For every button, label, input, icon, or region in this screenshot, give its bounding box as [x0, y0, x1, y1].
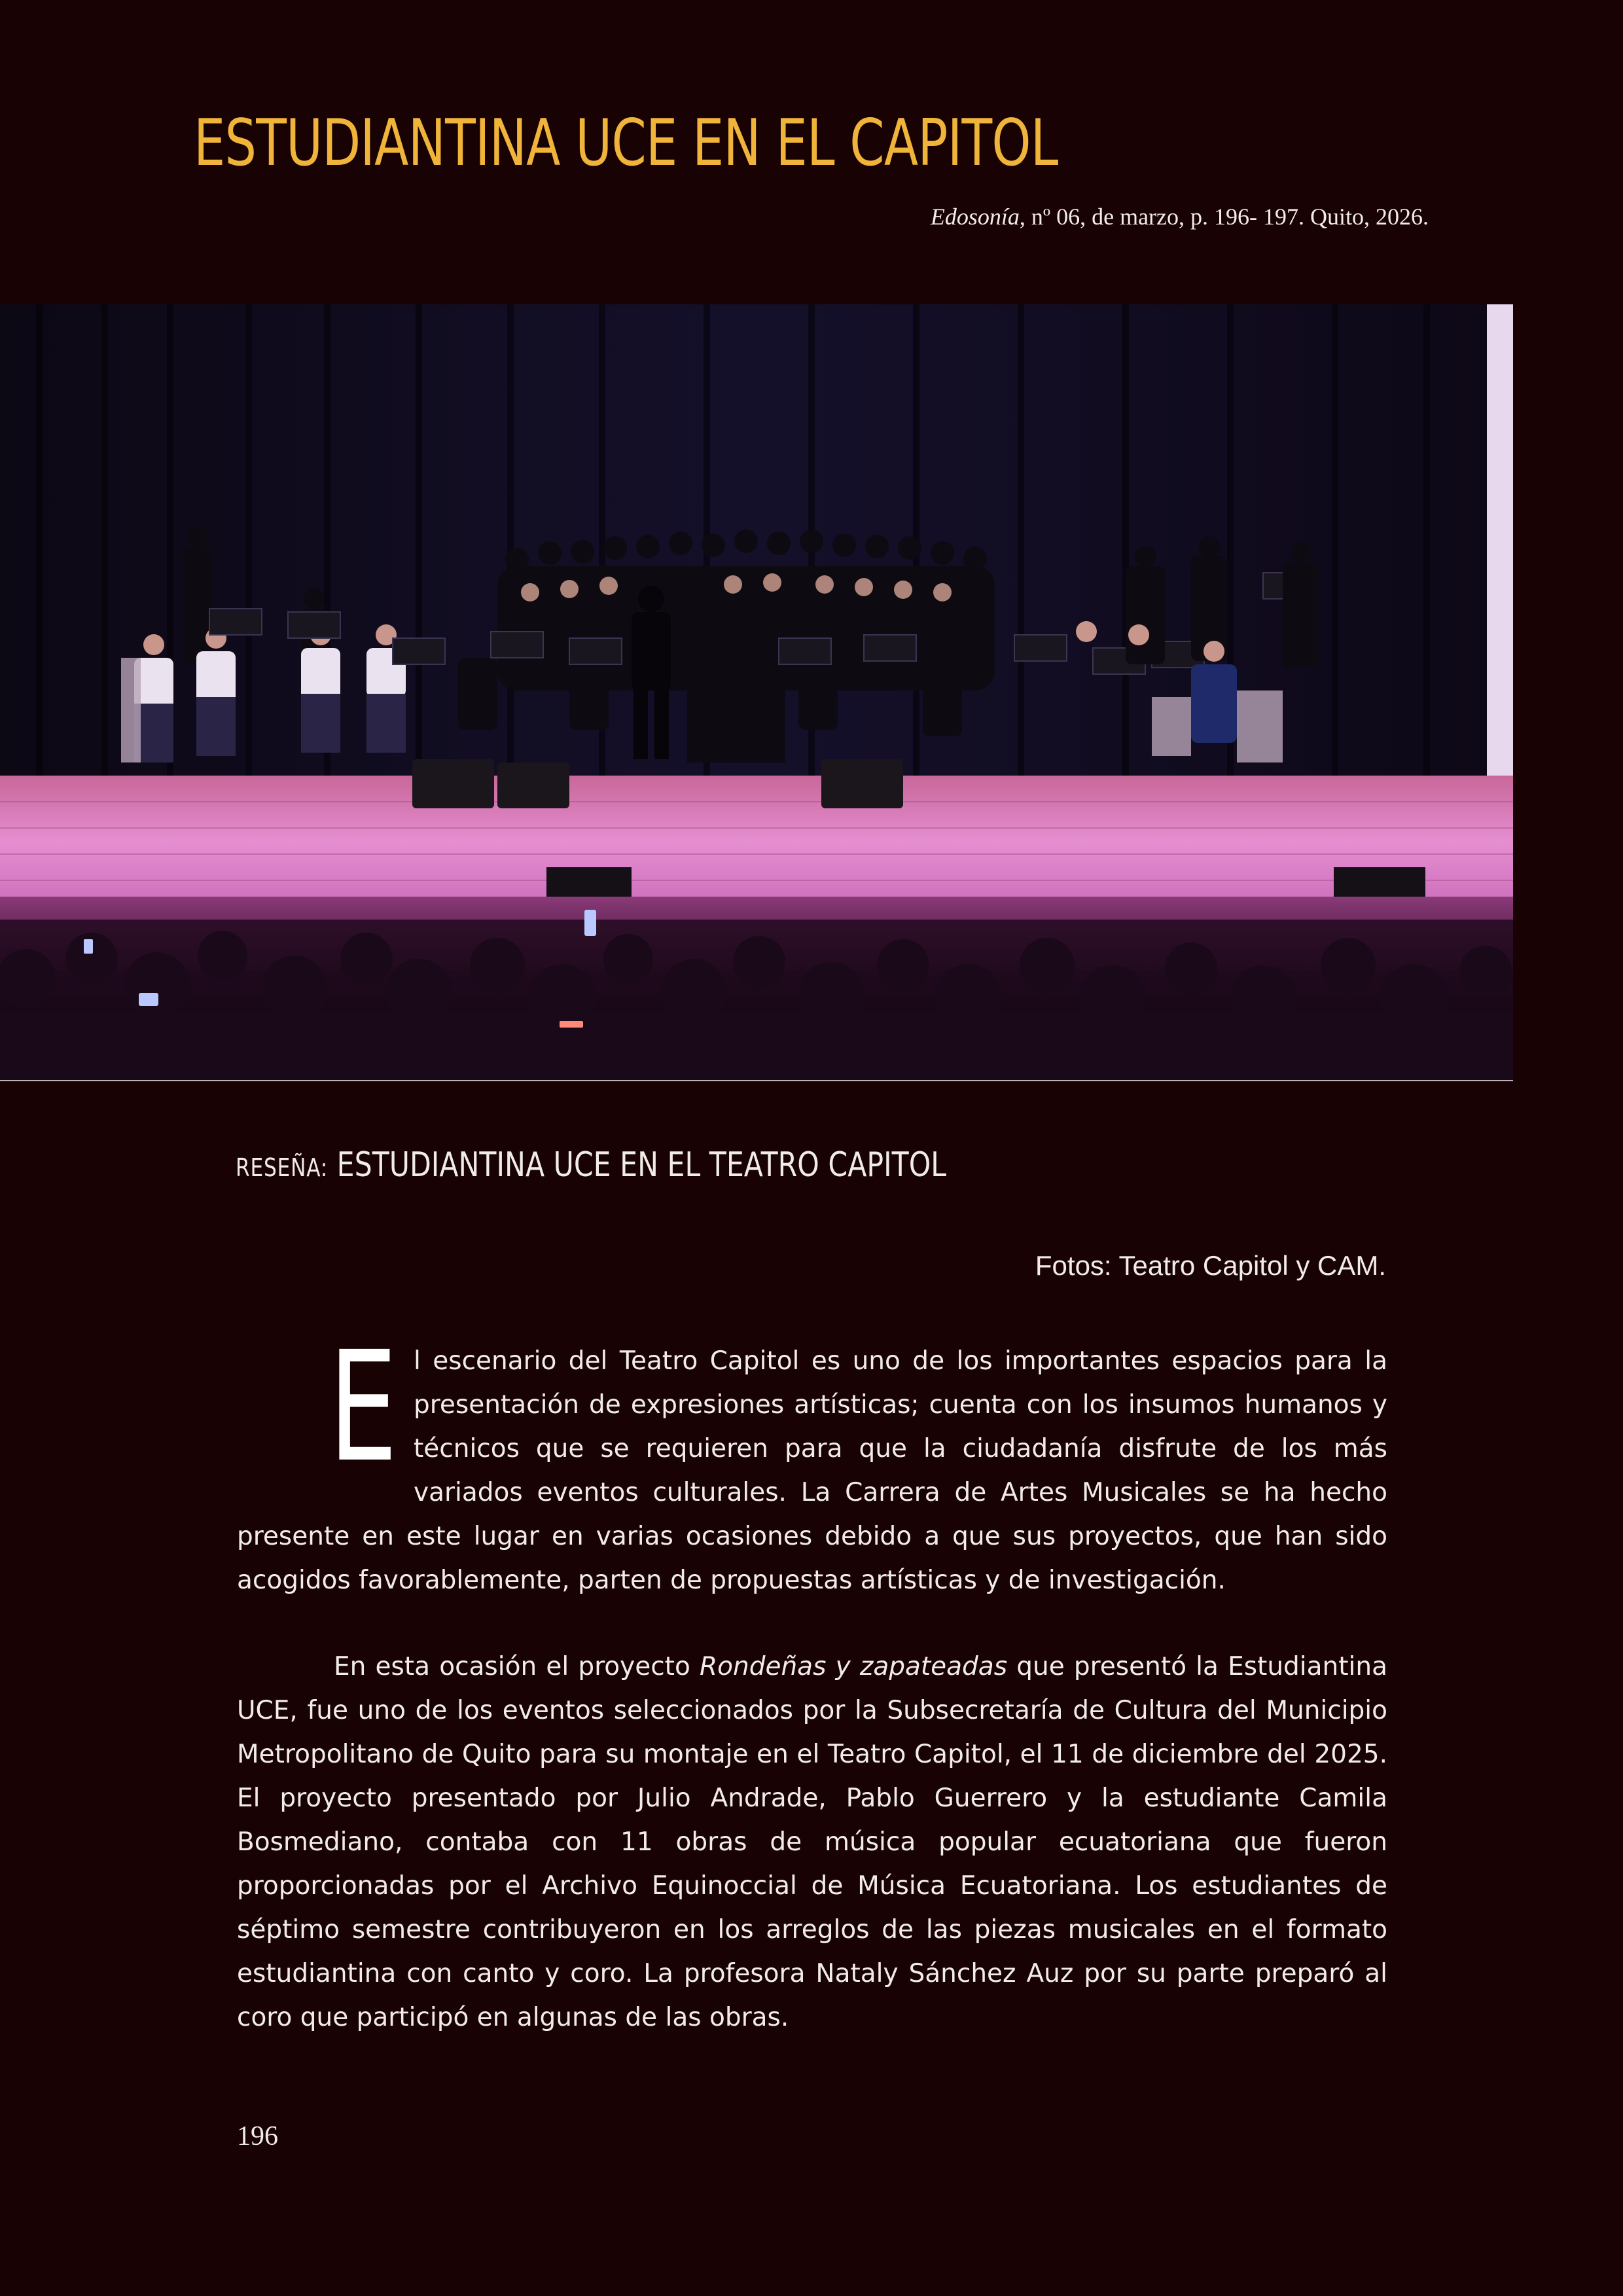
- paragraph-1-text: l escenario del Teatro Capitol es uno de los importantes espacios para la presentación de expresiones artísticas; cuenta con los insumos humanos y técnicos que se requieren para que la ciudadanía disfrute de los más variados eventos culturales. La Carrera de Artes Musicales se ha hecho presente en este lugar en varias ocasiones debido a que sus proyectos, que han sido acogidos favorablemente, parten de propuestas artísticas y de investigación.: [237, 1346, 1387, 1595]
- section-heading: [236, 1147, 946, 1184]
- section-heading-title: ESTUDIANTINA UCE EN EL TEATRO CAPITOL: [328, 1145, 947, 1185]
- paragraph-2-lead: En esta ocasión el proyecto: [334, 1652, 700, 1681]
- page-title: ESTUDIANTINA UCE EN EL CAPITOL: [194, 106, 1058, 181]
- photo-divider: [0, 1080, 1513, 1081]
- page-number: 196: [237, 2121, 278, 2151]
- article-paragraph-2: [237, 1645, 1387, 2039]
- project-title: Rondeñas y zapateadas: [700, 1652, 1008, 1681]
- citation-journal: Edosonía: [930, 204, 1020, 230]
- section-heading-prefix: RESEÑA:: [236, 1153, 329, 1182]
- citation: [931, 203, 1429, 230]
- concert-stage-illustration: [0, 304, 1513, 1080]
- concert-photo: [0, 304, 1513, 1080]
- citation-details: , nº 06, de marzo, p. 196- 197. Quito, 2026.: [1019, 204, 1429, 230]
- drop-cap: E: [329, 1319, 398, 1496]
- article-paragraph-1: [237, 1319, 1387, 1602]
- paragraph-2-rest: que presentó la Estudiantina UCE, fue uno de los eventos seleccionados por la Subsecretaría de Cultura del Municipio Metropolitano de Quito para su montaje en el Teatro Capitol, el 11 de diciembre del 2025. El proyecto presentado por Julio Andrade, Pablo Guerrero y la estudiante Camila Bosmediano, contaba con 11 obras de música popular ecuatoriana que fueron proporcionadas por el Archivo Equinoccial de Música Ecuatoriana. Los estudiantes de séptimo semestre contribuyeron en los arreglos de las piezas musicales en el formato estudiantina con canto y coro. La profesora Nataly Sánchez Auz por su parte preparó al coro que participó en algunas de las obras.: [237, 1652, 1388, 2032]
- photo-credits: Fotos: Teatro Capitol y CAM.: [1035, 1250, 1386, 1281]
